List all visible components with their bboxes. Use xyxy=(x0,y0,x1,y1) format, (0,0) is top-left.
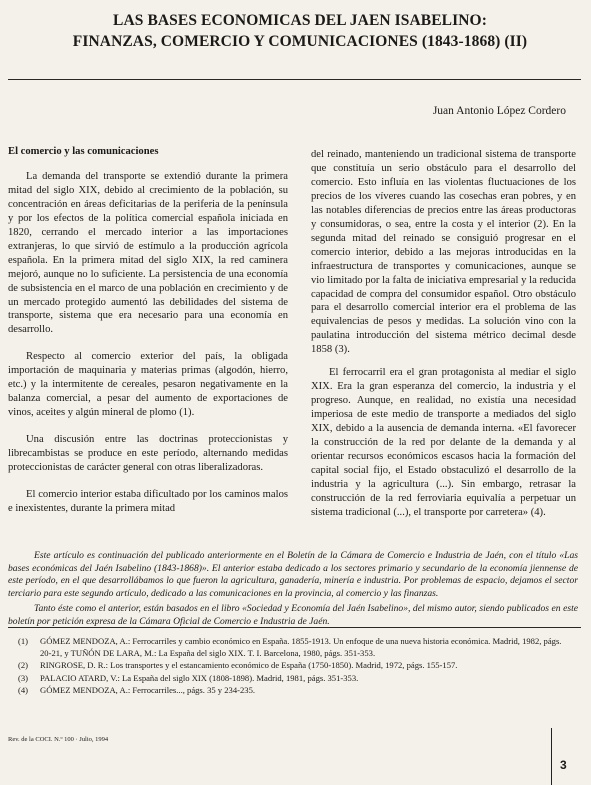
author-name: Juan Antonio López Cordero xyxy=(432,105,566,117)
page-margin-bar xyxy=(551,728,552,785)
footnote xyxy=(8,673,568,685)
title-line-1: LAS BASES ECONOMICAS DEL JAEN ISABELINO: xyxy=(113,12,487,29)
footnotes xyxy=(8,636,568,698)
right-column xyxy=(311,148,576,520)
note-paragraph: Este artículo es continuación del publicado anteriormente en el Boletín de la Cámara de Comercio e Industria de Jaén, con el título «Las bases económicas del Jaén Isabelino (1843-1868)». El anterior estaba dedicado a los sectores primario y secundario de la economía jiennense de este período, en el que desarrollábamos lo que fueron la agricultura, ganadería, minería e industria. Por problemas de espacio, dejamos el sector terciario para este segundo artículo, dedicado a las comunicaciones en la provincia, al comercio y las finanzas. xyxy=(8,550,578,599)
footnote-text: RINGROSE, D. R.: Los transportes y el estancamiento económico de España (1750-1850). Madrid, 1972, págs. 155-157. xyxy=(40,660,458,671)
footnote-number: (4) xyxy=(18,685,29,696)
editorial-note xyxy=(8,550,578,629)
article-title xyxy=(30,10,570,52)
page-number: 3 xyxy=(560,758,567,772)
left-column xyxy=(8,145,288,516)
note-paragraph: Tanto éste como el anterior, están basados en el libro «Sociedad y Economía del Jaén Isabelino», del mismo autor, siendo publicados en este boletín por petición expresa de la Cámara Oficial de Comercio e Industria de Jaén. xyxy=(8,603,578,627)
footnote-text: PALACIO ATARD, V.: La España del siglo XIX (1808-1898). Madrid, 1981, págs. 351-353. xyxy=(40,672,359,683)
paragraph: Respecto al comercio exterior del país, la obligada importación de maquinaria y materias primas (algodón, hierro, etc.) y la intermitente de cereales, pesaron negativamente en la balanza comercial, a pesar del aumento de exportaciones de vinos, aceites y algún mineral de plomo (1). xyxy=(8,351,288,419)
footnote-number: (1) xyxy=(18,636,29,646)
paragraph: Una discusión entre las doctrinas proteccionistas y librecambistas se produce en este período, alternando medidas proteccionistas de carácter general con otras liberalizadoras. xyxy=(8,434,288,474)
footnote xyxy=(8,660,568,672)
paragraph: La demanda del transporte se extendió durante la primera mitad del siglo XIX, debido al crecimiento de la población, su concentración en áreas deficitarias de la periferia de la península y por los efectos de la política comercial española iniciada en 1820, cerrando el mercado interior a las importaciones extranjeras, lo que sirvió de estímulo a la producción agrícola española. En la primera mitad del siglo XIX, la red caminera mejoró, aunque no lo suficiente. La persistencia de una economía de subsistencia en el marco de una población en crecimiento y de un mercado protegido aumentó las debilidades del sistema de transporte, sistema que era necesario para una economía en desarrollo. xyxy=(8,170,288,336)
footnote-text: GÓMEZ MENDOZA, A.: Ferrocarriles..., págs. 35 y 234-235. xyxy=(40,685,256,696)
section-heading: El comercio y las comunicaciones xyxy=(8,146,159,157)
paragraph: del reinado, manteniendo un tradicional sistema de transporte que constituía un serio obstáculo para el desarrollo del comercio. Esto influía en las violentas fluctuaciones de los precios de los víveres cuando las cosechas eran pobres, y en las notables diferencias de precios entre las áreas productoras y consumidoras, o sea, entre la costa y el interior (2). En la segunda mitad del reinado se consiguió progresar en el comercio interior, debido a las mejoras introducidas en la infraestructura de transportes y comunicaciones, aunque se vio limitado por la falta de iniciativa empresarial y la reducida capacidad de compra del consumidor español. Otro obstáculo para el desarrollo comercial interior era el problema de las equivalencias de pesos y medidas. La solución vino con la paulatina introducción del sistema métrico decimal desde 1858 (3). xyxy=(311,149,576,356)
paragraph: El comercio interior estaba dificultado por los caminos malos e inexistentes, durante la primera mitad xyxy=(8,489,288,514)
footnote-text: GÓMEZ MENDOZA, A.: Ferrocarriles y cambio económico en España. 1855-1913. Un enfoque de una nueva historia económica. Madrid, 1982, págs. 20-21, y TUÑÓN DE LARA, M.: La España del siglo XIX. T. I. Barcelona, 1980, págs. 351-353. xyxy=(40,636,562,658)
footnote-number: (3) xyxy=(18,672,29,683)
title-line-2: FINANZAS, COMERCIO Y COMUNICACIONES (1843-1868) (II) xyxy=(72,33,528,50)
footnote xyxy=(8,685,568,697)
footnote-number: (2) xyxy=(18,660,29,671)
title-rule xyxy=(8,79,581,80)
journal-source-line: Rev. de la COCI. N.º 100 · Julio, 1994 xyxy=(8,736,109,743)
footnote xyxy=(8,636,568,659)
paragraph: El ferrocarril era el gran protagonista al mediar el siglo XIX. Era la gran esperanza del comercio, la industria y el progreso. Aunque, en realidad, no existía una necesidad imperiosa de este medio de transporte a mediados del siglo XIX, debido a la ausencia de demanda interna. «El favorecer la construcción de la red por delante de la demanda y al orientar recursos económicos escasos hacia la formación del capital social fijo, el Estado obstaculizó el desarrollo de la industria y la agricultura (...). Sin embargo, retrasar la construcción de la red ferroviaria equivalía a perpetuar un sistema tradicional (...), el transporte por carretera» (4). xyxy=(311,367,576,518)
footnote-rule xyxy=(8,627,581,628)
